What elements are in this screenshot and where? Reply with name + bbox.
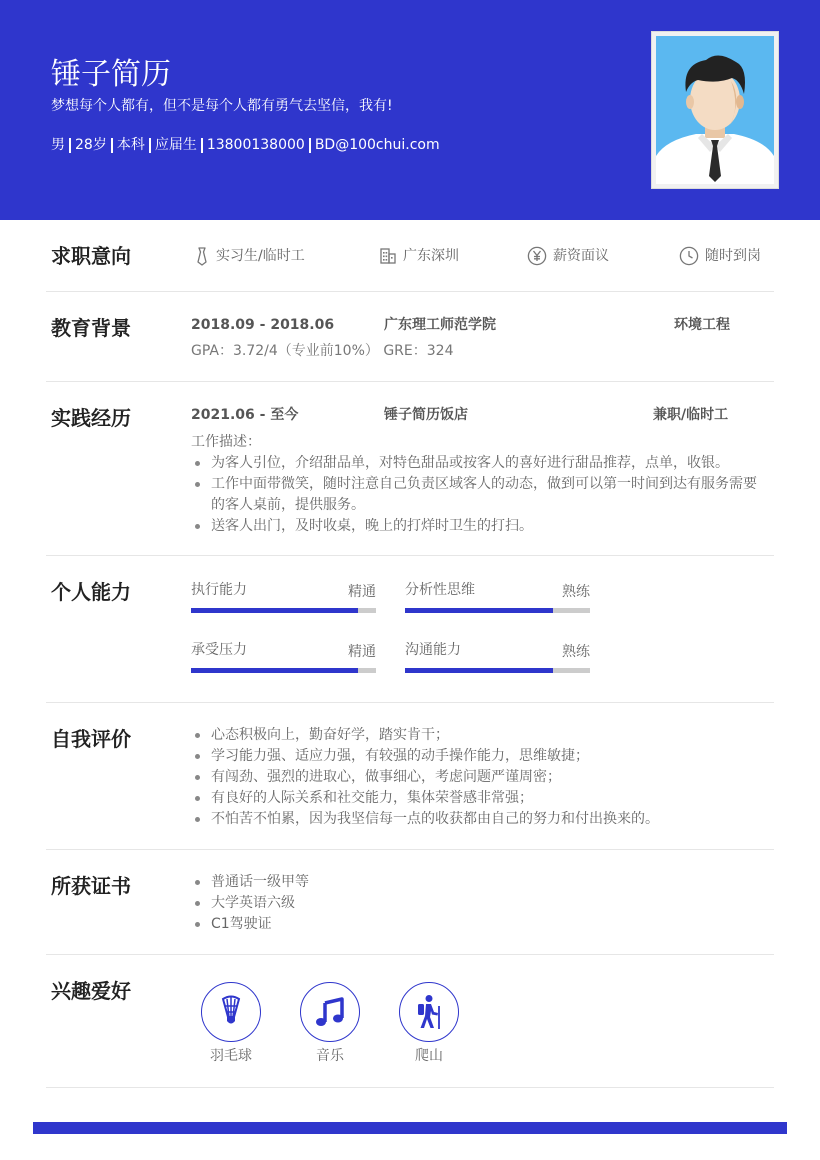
experience-desc-label: 工作描述： <box>191 434 261 450</box>
education-school: 广东理工师范学院 <box>384 317 496 333</box>
skill-level: 精通 <box>348 584 376 600</box>
intent-availability <box>679 246 761 266</box>
education-scores: GPA：3.72/4（专业前10%） GRE：324 <box>191 343 454 359</box>
info-phone[interactable]: 13800138000 <box>206 137 305 153</box>
skill-item <box>191 640 376 680</box>
building-icon <box>379 247 397 265</box>
skill-bar <box>191 668 376 673</box>
list-item: 普通话一级甲等 <box>191 872 763 893</box>
skill-name: 分析性思维 <box>405 582 475 598</box>
skill-name: 执行能力 <box>191 582 247 598</box>
list-item: 学习能力强、适应力强，有较强的动手操作能力，思维敏捷； <box>191 746 763 767</box>
list-item: 送客人出门，及时收桌，晚上的打烊时卫生的打扫。 <box>191 516 763 537</box>
hobby-icon-circle <box>300 982 360 1042</box>
intent-job-type-label: 实习生/临时工 <box>216 248 305 264</box>
clock-icon <box>679 246 699 266</box>
hobby-label: 爬山 <box>415 1048 443 1064</box>
list-item: 不怕苦不怕累，因为我坚信每一点的收获都由自己的努力和付出换来的。 <box>191 809 763 830</box>
divider <box>111 138 113 153</box>
skill-bar-fill <box>191 608 358 613</box>
avatar-illustration <box>656 36 774 184</box>
section-title: 自我评价 <box>51 727 131 751</box>
hobby-label: 音乐 <box>316 1048 344 1064</box>
list-item: 工作中面带微笑，随时注意自己负责区域客人的动态，做到可以第一时间到达有服务需要的客人桌前，提供服务。 <box>191 474 763 516</box>
skill-level: 熟练 <box>562 644 590 660</box>
education-period: 2018.09 - 2018.06 <box>191 317 335 333</box>
section-title: 兴趣爱好 <box>51 979 131 1003</box>
experience-period: 2021.06 - 至今 <box>191 407 299 423</box>
intent-availability-label: 随时到岗 <box>705 248 761 264</box>
divider <box>201 138 203 153</box>
hobby-item <box>201 982 261 1066</box>
skill-name: 承受压力 <box>191 642 247 658</box>
section-job-intent <box>46 220 774 292</box>
hobby-item <box>399 982 459 1066</box>
list-item: 大学英语六级 <box>191 893 763 914</box>
section-skills <box>46 556 774 703</box>
divider <box>309 138 311 153</box>
hobby-icon-circle <box>399 982 459 1042</box>
skill-item <box>405 640 590 680</box>
skill-bar-fill <box>405 608 553 613</box>
yen-icon <box>527 246 547 266</box>
experience-bullets <box>191 453 763 537</box>
divider <box>69 138 71 153</box>
skill-bar-fill <box>191 668 358 673</box>
hiking-icon <box>414 994 444 1030</box>
info-status: 应届生 <box>154 137 197 153</box>
tie-icon <box>194 246 210 266</box>
info-email[interactable]: BD@100chui.com <box>314 137 440 153</box>
hobby-icon-circle <box>201 982 261 1042</box>
list-item: 为客人引位，介绍甜品单，对特色甜品或按客人的喜好进行甜品推荐，点单，收银。 <box>191 453 763 474</box>
intent-salary-label: 薪资面议 <box>553 248 609 264</box>
skill-name: 沟通能力 <box>405 642 461 658</box>
certificate-bullets <box>191 872 763 935</box>
hobby-item <box>300 982 360 1066</box>
experience-role: 兼职/临时工 <box>653 407 729 423</box>
section-title: 教育背景 <box>51 316 131 340</box>
hobby-label: 羽毛球 <box>210 1048 252 1064</box>
section-self-evaluation <box>46 703 774 850</box>
personal-info <box>51 135 440 155</box>
skill-level: 精通 <box>348 644 376 660</box>
info-degree: 本科 <box>116 137 145 153</box>
section-experience <box>46 382 774 556</box>
list-item: 心态积极向上，勤奋好学，踏实肯干； <box>191 725 763 746</box>
motto: 梦想每个人都有，但不是每个人都有勇气去坚信，我有! <box>51 98 393 114</box>
skill-item <box>191 580 376 620</box>
divider <box>149 138 151 153</box>
footer-bar <box>33 1122 787 1134</box>
skill-bar-fill <box>405 668 553 673</box>
intent-location-label: 广东深圳 <box>403 248 459 264</box>
list-item: 有闯劲、强烈的进取心，做事细心，考虑问题严谨周密； <box>191 767 763 788</box>
resume-header <box>0 0 820 220</box>
resume-name: 锤子简历 <box>51 57 171 92</box>
section-education <box>46 292 774 382</box>
section-hobbies <box>46 955 774 1088</box>
info-gender: 男 <box>51 137 65 153</box>
skill-bar <box>405 608 590 613</box>
avatar <box>651 31 779 189</box>
intent-salary <box>527 246 609 266</box>
section-title: 个人能力 <box>51 580 131 604</box>
badminton-icon <box>217 995 245 1029</box>
section-certificates <box>46 850 774 955</box>
experience-company: 锤子简历饭店 <box>384 407 468 423</box>
list-item: 有良好的人际关系和社交能力，集体荣誉感非常强； <box>191 788 763 809</box>
intent-location <box>379 246 459 266</box>
section-title: 求职意向 <box>51 244 131 268</box>
skill-level: 熟练 <box>562 584 590 600</box>
education-major: 环境工程 <box>674 317 730 333</box>
section-title: 实践经历 <box>51 406 131 430</box>
list-item: C1驾驶证 <box>191 914 763 935</box>
intent-job-type <box>194 246 305 266</box>
skill-bar <box>191 608 376 613</box>
info-age: 28岁 <box>75 137 107 153</box>
music-icon <box>314 996 346 1028</box>
self-eval-bullets <box>191 725 763 830</box>
section-title: 所获证书 <box>51 874 131 898</box>
skill-item <box>405 580 590 620</box>
skill-bar <box>405 668 590 673</box>
